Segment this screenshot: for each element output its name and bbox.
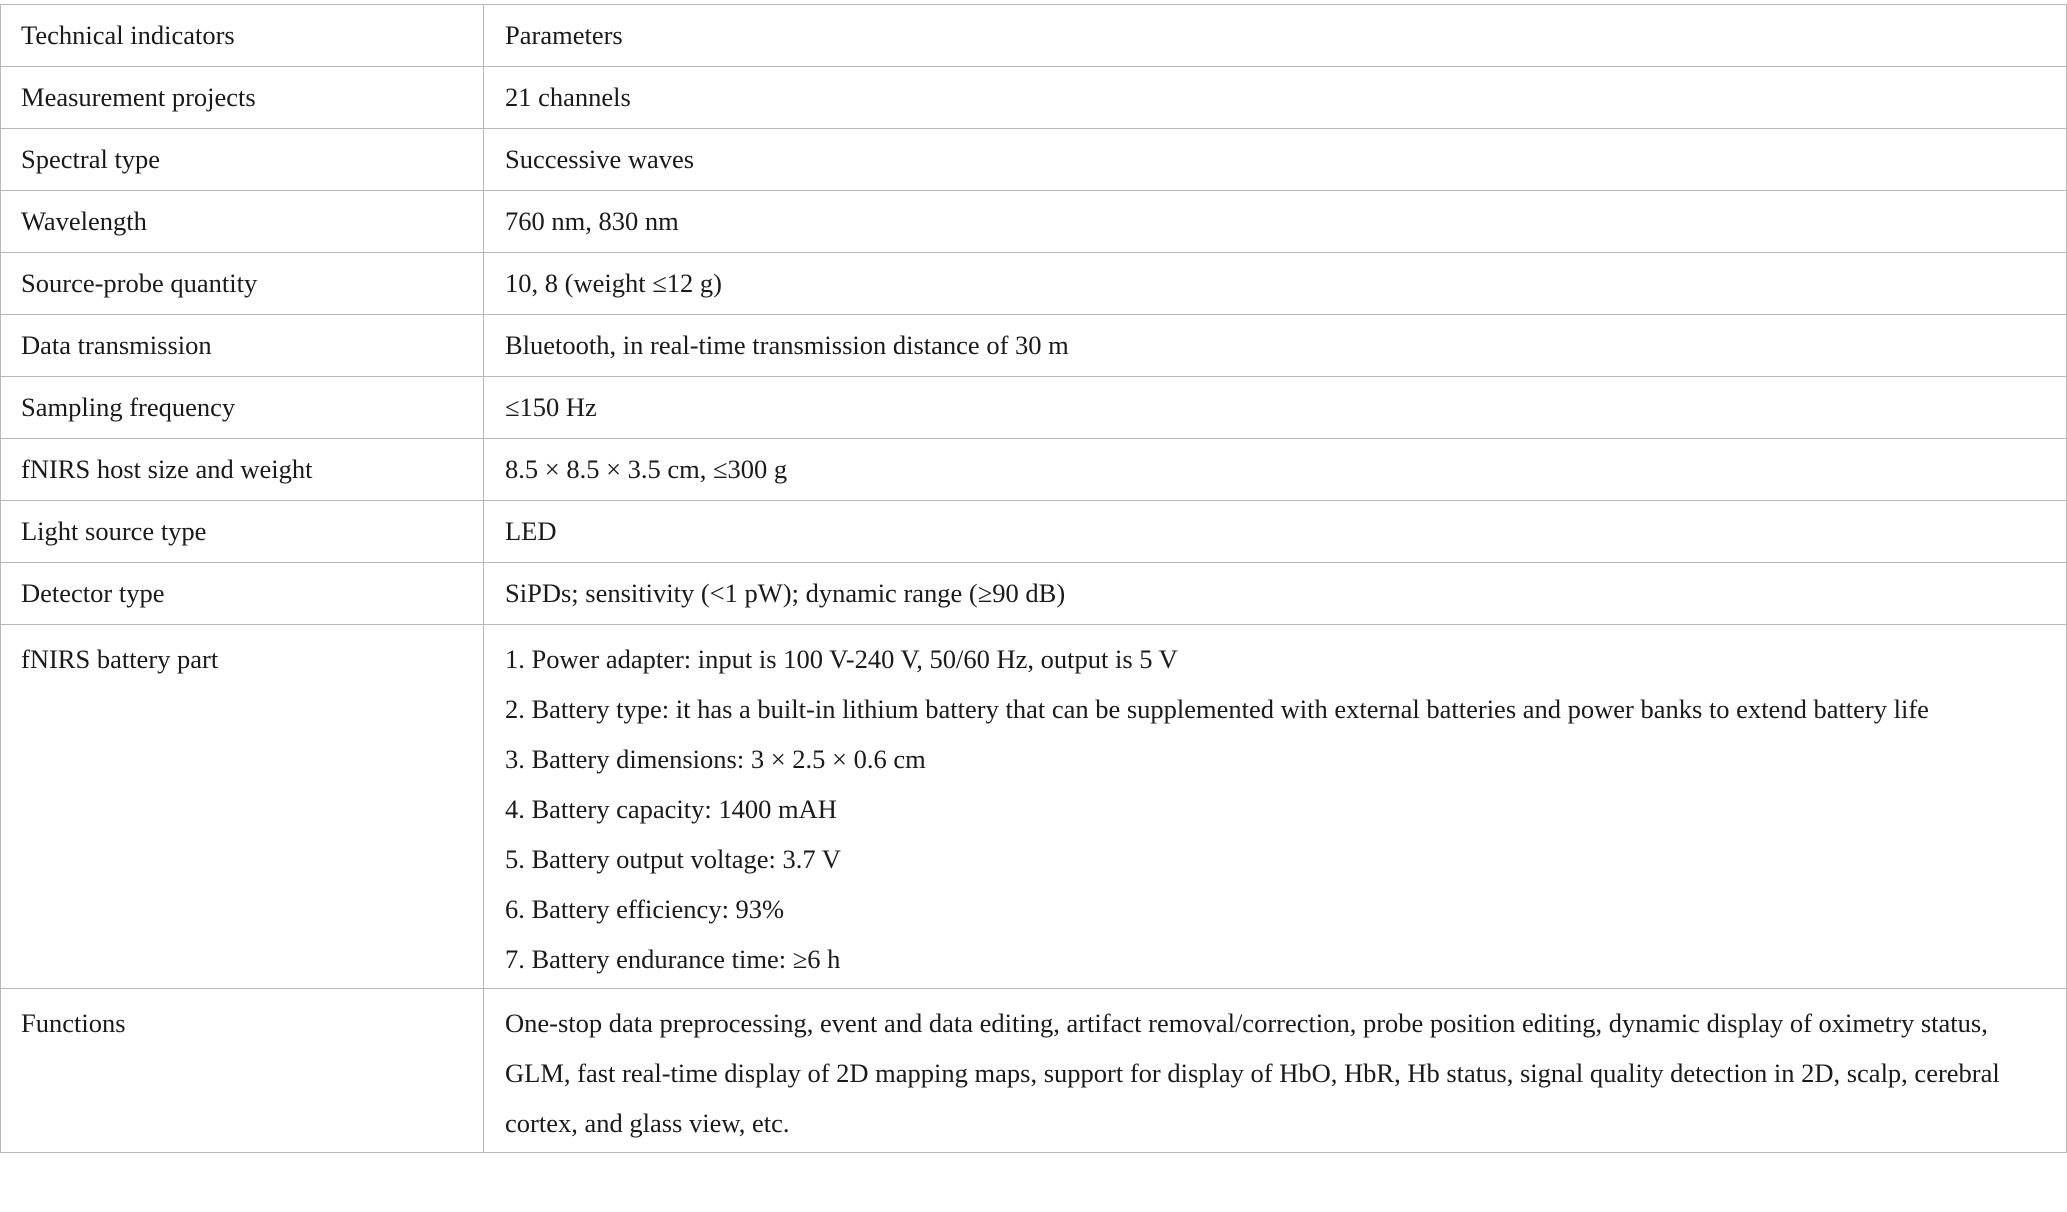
header-label-cell: Technical indicators xyxy=(1,5,484,67)
row-value: Bluetooth, in real-time transmission distance of 30 m xyxy=(484,315,2067,377)
battery-value xyxy=(484,625,2067,989)
row-label: Measurement projects xyxy=(1,67,484,129)
table-row xyxy=(1,315,2067,377)
battery-line: 6. Battery efficiency: 93% xyxy=(505,894,785,924)
row-value: 8.5 × 8.5 × 3.5 cm, ≤300 g xyxy=(484,439,2067,501)
table-row xyxy=(1,191,2067,253)
functions-value: One-stop data preprocessing, event and data editing, artifact removal/correction, probe position editing, dynamic display of oximetry status, GLM, fast real-time display of 2D mapping maps, support for display of HbO, HbR, Hb status, signal quality detection in 2D, scalp, cerebral cortex, and glass view, etc. xyxy=(484,989,2067,1153)
row-label: Spectral type xyxy=(1,129,484,191)
spec-table xyxy=(0,4,2067,1153)
row-value: SiPDs; sensitivity (<1 pW); dynamic range (≥90 dB) xyxy=(484,563,2067,625)
battery-row xyxy=(1,625,2067,989)
table-row xyxy=(1,129,2067,191)
row-value: 760 nm, 830 nm xyxy=(484,191,2067,253)
battery-line: 3. Battery dimensions: 3 × 2.5 × 0.6 cm xyxy=(505,744,926,774)
table-row xyxy=(1,563,2067,625)
row-value: 21 channels xyxy=(484,67,2067,129)
table-header-row xyxy=(1,5,2067,67)
battery-line: 1. Power adapter: input is 100 V-240 V, 50/60 Hz, output is 5 V xyxy=(505,644,1178,674)
battery-line: 7. Battery endurance time: ≥6 h xyxy=(505,944,841,974)
spec-table-body xyxy=(1,5,2067,1153)
row-label: Light source type xyxy=(1,501,484,563)
row-label: Data transmission xyxy=(1,315,484,377)
row-value: 10, 8 (weight ≤12 g) xyxy=(484,253,2067,315)
battery-line: 4. Battery capacity: 1400 mAH xyxy=(505,794,837,824)
row-label: fNIRS host size and weight xyxy=(1,439,484,501)
functions-row xyxy=(1,989,2067,1153)
row-value: ≤150 Hz xyxy=(484,377,2067,439)
row-label: Wavelength xyxy=(1,191,484,253)
table-row xyxy=(1,501,2067,563)
table-row xyxy=(1,377,2067,439)
battery-line: 5. Battery output voltage: 3.7 V xyxy=(505,844,841,874)
battery-label: fNIRS battery part xyxy=(1,625,484,989)
row-label: Source-probe quantity xyxy=(1,253,484,315)
battery-line: 2. Battery type: it has a built-in lithium battery that can be supplemented with external batteries and power banks to extend battery life xyxy=(505,694,1929,724)
functions-label: Functions xyxy=(1,989,484,1153)
row-value: LED xyxy=(484,501,2067,563)
header-value-cell: Parameters xyxy=(484,5,2067,67)
table-row xyxy=(1,439,2067,501)
table-row xyxy=(1,253,2067,315)
row-value: Successive waves xyxy=(484,129,2067,191)
table-row xyxy=(1,67,2067,129)
row-label: Sampling frequency xyxy=(1,377,484,439)
row-label: Detector type xyxy=(1,563,484,625)
